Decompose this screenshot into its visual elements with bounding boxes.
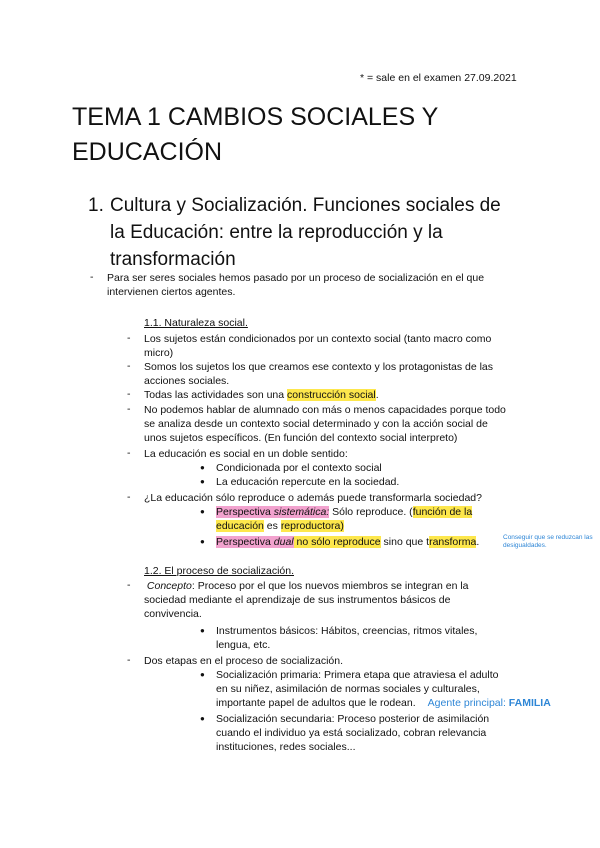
list-item: No podemos hablar de alumnado con más o menos capacidades porque todo se analiza desde un contexto social determinado y con la acción social de unos sujetos específicos. (En función del contexto social interpreto) [144,404,506,444]
subheading-naturaleza: 1.1. Naturaleza social. [144,317,248,329]
list-item: Los sujetos están condicionados por un contexto social (tanto macro como micro) [144,333,492,359]
section-number: 1. [88,195,104,216]
sub-list-item: Perspectiva sistemática: Sólo reproduce. (función de la educación es reproductora) [216,506,473,532]
intro-paragraph: Para ser seres sociales hemos pasado por un proceso de socialización en el que intervienen ciertos agentes. [107,272,485,298]
list-item: Concepto: Proceso por el que los nuevos miembros se integran en la sociedad mediante el aprendizaje de sus instrumentos básicos de convivencia. [144,580,469,620]
bullet-marker: ● [200,463,205,472]
dash-marker: - [127,654,131,666]
list-item: La educación es social en un doble sentido: [144,448,348,460]
page-title: TEMA 1 CAMBIOS SOCIALES Y EDUCACIÓN [72,103,439,166]
dash-marker: - [127,332,131,344]
sub-list-item: Condicionada por el contexto social [216,462,382,474]
bullet-marker: ● [200,537,205,546]
bullet-marker: ● [200,507,205,516]
sub-list-item: Socialización primaria: Primera etapa que atraviesa el adulto en su niñez, asimilación de normas sociales y culturales, importante papel de adultos que le rodean. Agente principal: FAMILIA [216,669,551,709]
exam-note: * = sale en el examen 27.09.2021 [360,72,517,84]
bullet-marker: ● [200,714,205,723]
dash-marker: - [127,447,131,459]
dash-marker: - [127,491,131,503]
list-item: Todas las actividades son una construcción social. [144,389,379,401]
sub-list-item: Socialización secundaria: Proceso posterior de asimilación cuando el individuo ya está socializado, cobran relevancia instituciones, redes sociales... [216,713,490,753]
sub-list-item: Perspectiva dual no sólo reproduce sino que transforma. [216,536,480,548]
bullet-marker: ● [200,626,205,635]
list-item: Dos etapas en el proceso de socialización. [144,655,344,667]
sub-list-item: Instrumentos básicos: Hábitos, creencias, ritmos vitales, lengua, etc. [216,625,478,651]
agent-value: FAMILIA [508,697,551,709]
highlight-construccion-social: construcción social [287,389,376,401]
subheading-proceso: 1.2. El proceso de socialización. [144,565,294,577]
dash-marker: - [127,403,131,415]
sub-list-item: La educación repercute en la sociedad. [216,476,400,488]
bullet-marker: ● [200,670,205,679]
bullet-marker: ● [200,477,205,486]
list-item: Somos los sujetos los que creamos ese contexto y los protagonistas de las acciones sociales. [144,361,494,387]
margin-comment: Conseguir que se reduzcan las desigualdades. [503,534,593,549]
dash-marker: - [90,271,94,283]
list-item: ¿La educación sólo reproduce o además puede transformarla sociedad? [144,492,482,504]
section-heading: Cultura y Socialización. Funciones sociales de la Educación: entre la reproducción y la transformación [110,195,501,270]
dash-marker: - [127,388,131,400]
dash-marker: - [127,579,131,591]
agent-label: Agente principal: [427,697,509,709]
dash-marker: - [127,360,131,372]
